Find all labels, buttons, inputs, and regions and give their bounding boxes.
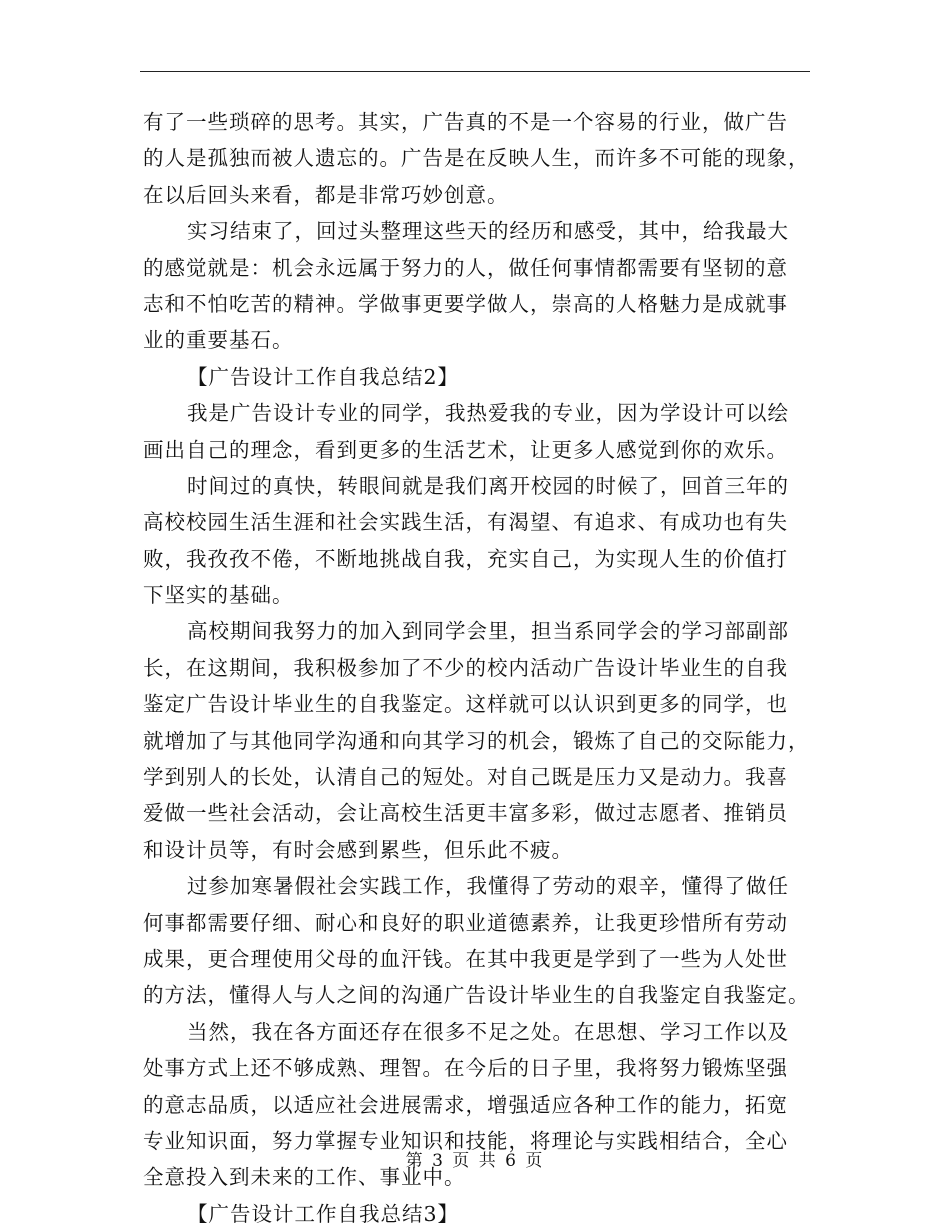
- text-line: 有了一些琐碎的思考。其实，广告真的不是一个容易的行业，做广告: [143, 110, 788, 134]
- text-line: 【广告设计工作自我总结3】: [187, 1201, 460, 1226]
- text-line: 时间过的真快，转眼间就是我们离开校园的时候了，回首三年的: [187, 473, 789, 498]
- document-body: [143, 104, 813, 1232]
- header-rule: [140, 71, 810, 72]
- text-line: 高校期间我努力的加入到同学会里，担当系同学会的学习部副部: [187, 619, 789, 644]
- text-line: 的方法，懂得人与人之间的沟通广告设计毕业生的自我鉴定自我鉴定。: [143, 983, 810, 1008]
- text-line: 业的重要基石。: [143, 328, 294, 353]
- text-line: 画出自己的理念，看到更多的生活艺术，让更多人感觉到你的欢乐。: [143, 437, 788, 462]
- text-line: 我是广告设计专业的同学，我热爱我的专业，因为学设计可以绘: [187, 401, 789, 426]
- text-line: 的感觉就是：机会永远属于努力的人，做任何事情都需要有坚韧的意: [143, 255, 788, 280]
- text-line: 当然，我在各方面还存在很多不足之处。在思想、学习工作以及: [187, 1019, 789, 1044]
- text-line: 高校校园生活生涯和社会实践生活，有渴望、有追求、有成功也有失: [143, 510, 788, 535]
- text-line: 爱做一些社会活动，会让高校生活更丰富多彩，做过志愿者、推销员: [143, 801, 788, 826]
- text-line: 实习结束了，回过头整理这些天的经历和感受，其中，给我最大: [187, 219, 789, 244]
- text-line: 在以后回头来看，都是非常巧妙创意。: [143, 182, 509, 207]
- text-line: 就增加了与其他同学沟通和向其学习的机会，锻炼了自己的交际能力，: [143, 728, 810, 753]
- page-number-footer: 第 3 页 共 6 页: [405, 1151, 545, 1171]
- text-line: 败，我孜孜不倦，不断地挑战自我，充实自己，为实现人生的价值打: [143, 546, 788, 571]
- text-line: 学到别人的长处，认清自己的短处。对自己既是压力又是动力。我喜: [143, 765, 788, 790]
- text-line: 和设计员等，有时会感到累些，但乐此不疲。: [143, 837, 573, 862]
- text-line: 的意志品质，以适应社会进展需求，增强适应各种工作的能力，拓宽: [143, 1092, 788, 1117]
- text-line: 志和不怕吃苦的精神。学做事更要学做人，崇高的人格魅力是成就事: [143, 291, 788, 316]
- text-line: 下坚实的基础。: [143, 583, 294, 608]
- text-line: 成果，更合理使用父母的血汗钱。在其中我更是学到了一些为人处世: [143, 946, 788, 971]
- text-line: 何事都需要仔细、耐心和良好的职业道德素养，让我更珍惜所有劳动: [143, 910, 788, 935]
- text-line: 的人是孤独而被人遗忘的。广告是在反映人生，而许多不可能的现象，: [143, 146, 810, 171]
- text-line: 专业知识面，努力掌握专业知识和技能，将理论与实践相结合，全心: [143, 1128, 788, 1153]
- text-line: 处事方式上还不够成熟、理智。在今后的日子里，我将努力锻炼坚强: [143, 1056, 788, 1081]
- text-line: 【广告设计工作自我总结2】: [187, 364, 460, 389]
- text-line: 全意投入到未来的工作、事业中。: [143, 1165, 466, 1190]
- text-line: 过参加寒暑假社会实践工作，我懂得了劳动的艰辛，懂得了做任: [187, 874, 789, 899]
- text-line: 长，在这期间，我积极参加了不少的校内活动广告设计毕业生的自我: [143, 655, 788, 680]
- text-line: 鉴定广告设计毕业生的自我鉴定。这样就可以认识到更多的同学，也: [143, 692, 788, 717]
